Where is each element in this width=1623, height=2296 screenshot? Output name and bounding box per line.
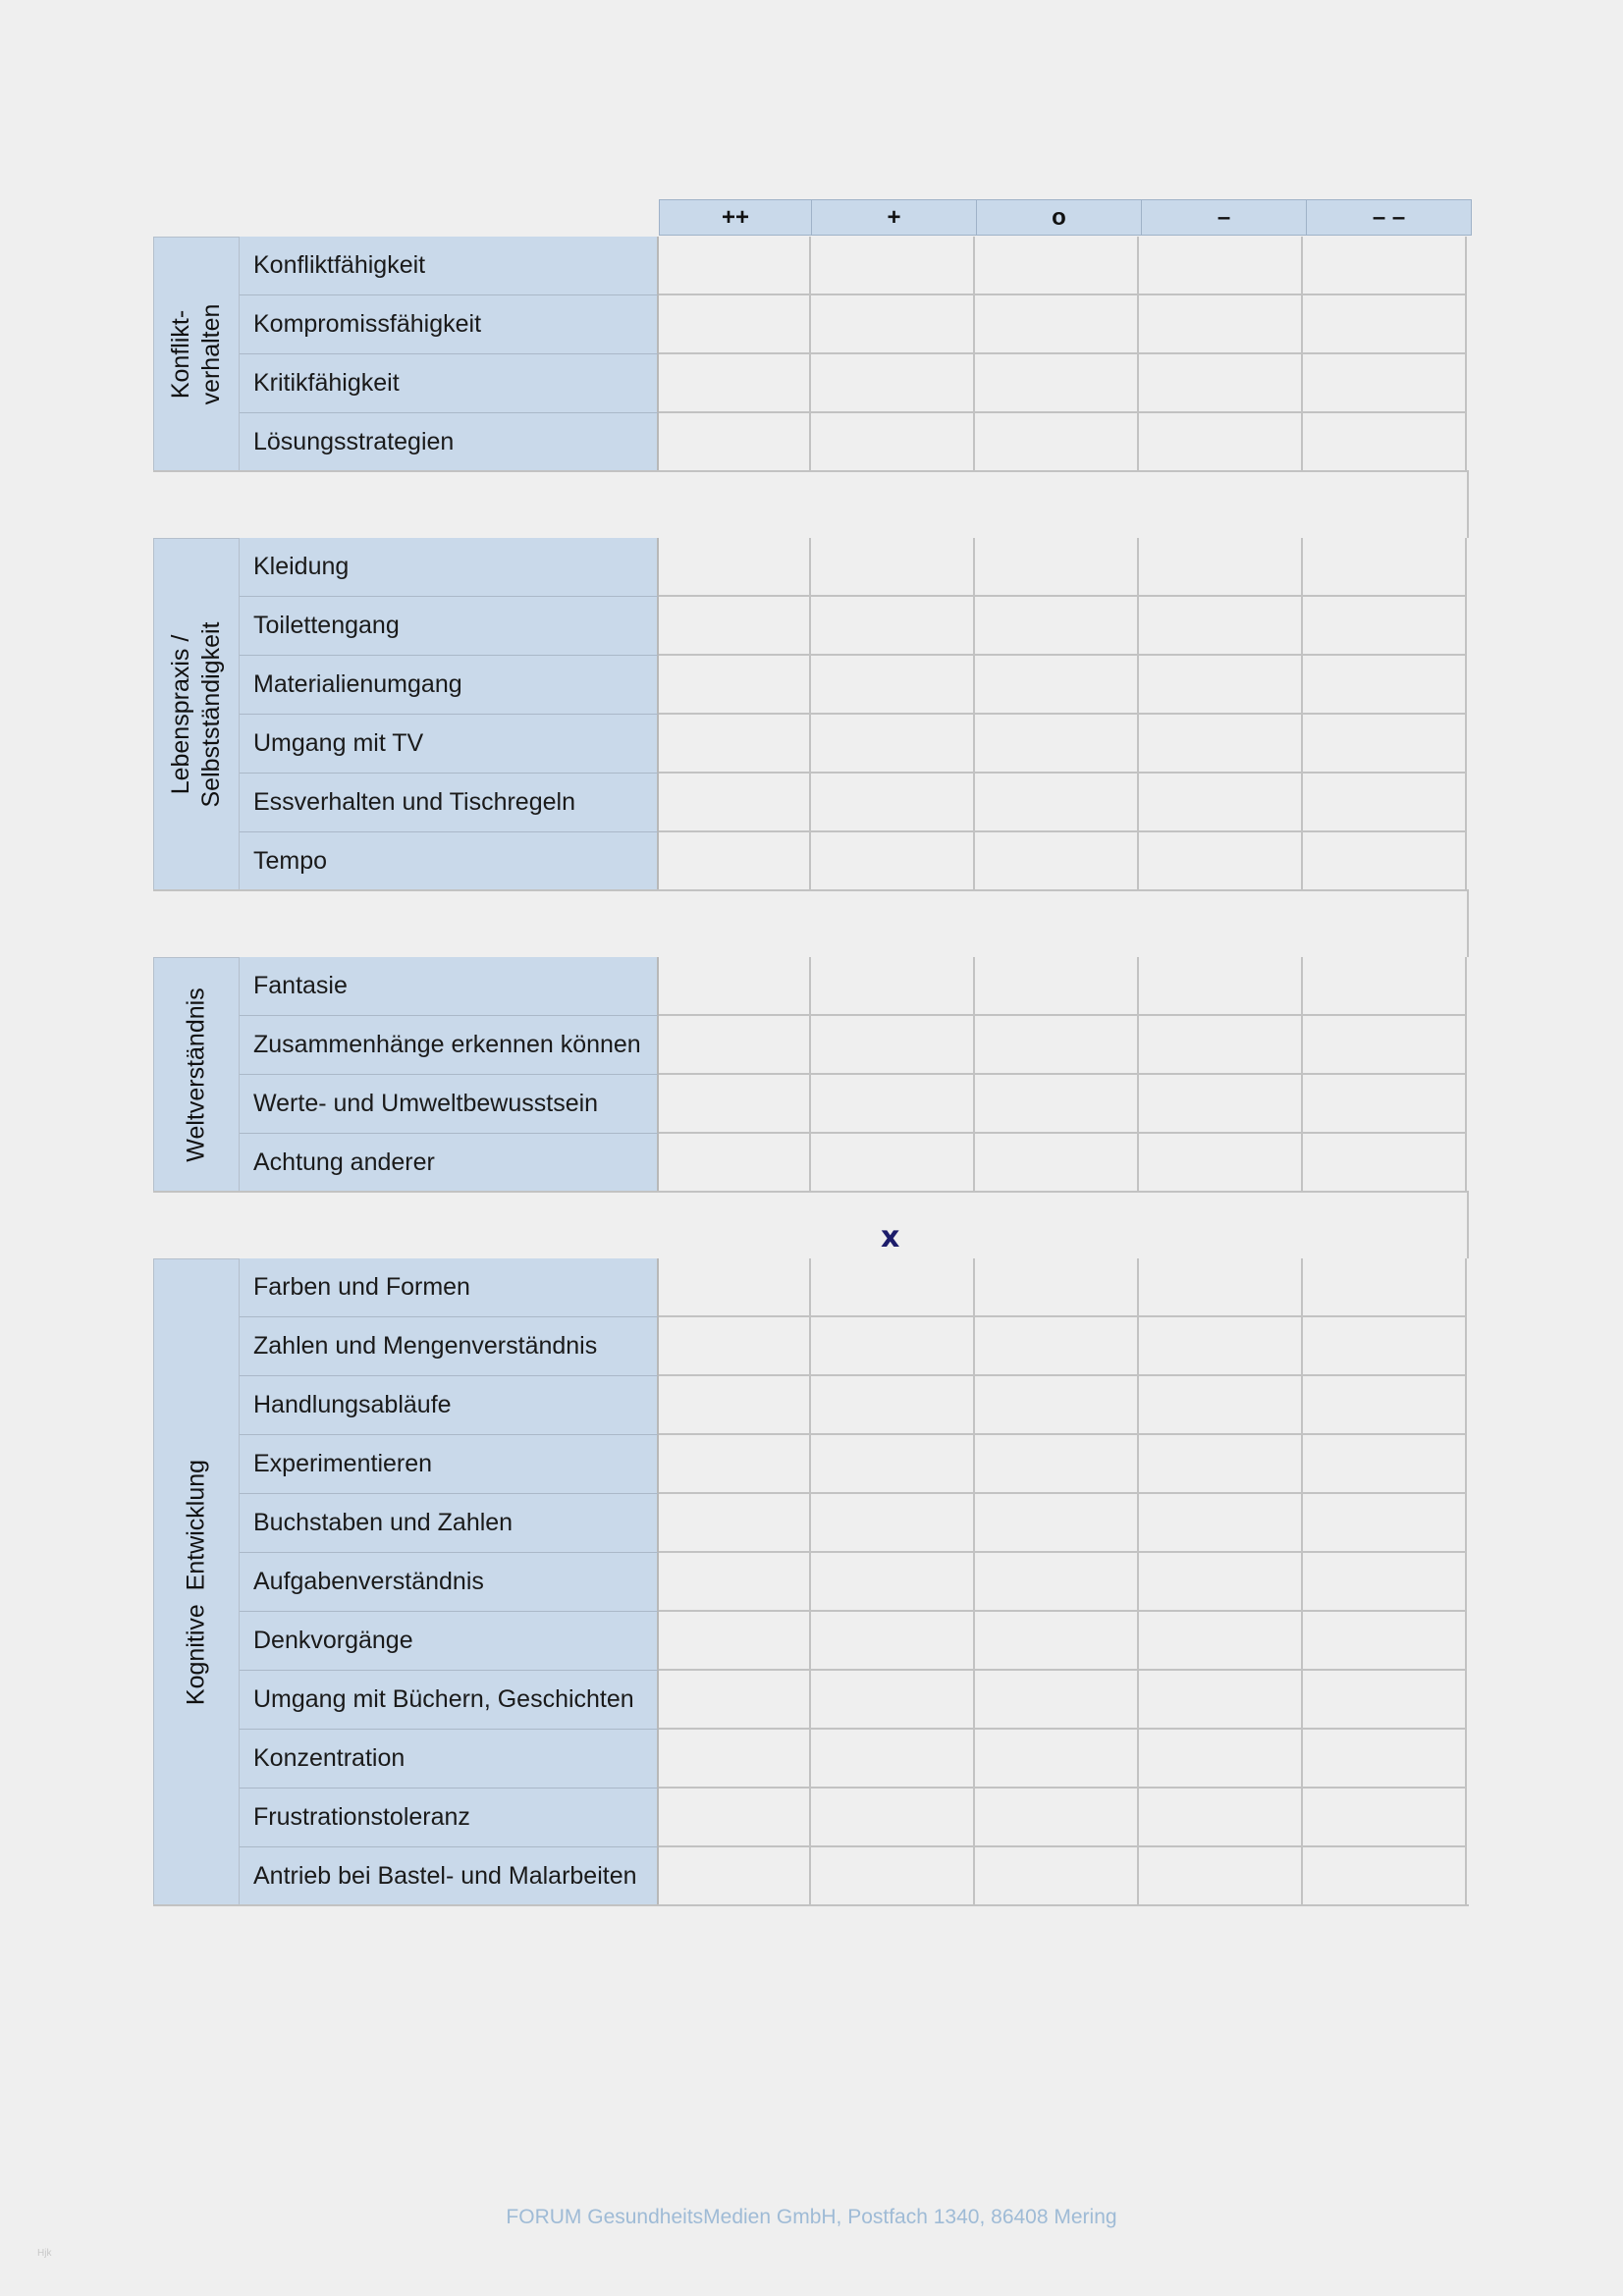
category-header: [153, 538, 240, 891]
check-mark: x: [881, 1220, 900, 1255]
rating-cell[interactable]: [659, 832, 811, 891]
section-4: [153, 1258, 1469, 1906]
rating-cell[interactable]: [975, 1494, 1139, 1553]
rating-cell[interactable]: [975, 1435, 1139, 1494]
rating-cell[interactable]: [811, 832, 975, 891]
rating-cell[interactable]: [975, 957, 1139, 1016]
criterion-label: Zahlen und Mengenverständnis: [240, 1317, 659, 1376]
table-row: [240, 1553, 1467, 1612]
rating-cell[interactable]: [975, 832, 1139, 891]
rating-cell[interactable]: [1303, 1435, 1467, 1494]
table-row: [240, 1075, 1467, 1134]
criterion-label: Essverhalten und Tischregeln: [240, 774, 659, 832]
rating-cell[interactable]: [1139, 1789, 1303, 1847]
rating-cell[interactable]: [1139, 1612, 1303, 1671]
rating-cell[interactable]: [1139, 1317, 1303, 1376]
criterion-label: Handlungsabläufe: [240, 1376, 659, 1435]
table-row: [240, 295, 1467, 354]
rating-cell[interactable]: [659, 1258, 811, 1317]
section-divider: [153, 889, 1469, 891]
rating-cell[interactable]: [811, 538, 975, 597]
rating-cell[interactable]: [1303, 1134, 1467, 1193]
table-row: [240, 1847, 1467, 1906]
rating-cell[interactable]: [1139, 295, 1303, 354]
rating-cell[interactable]: [975, 1075, 1139, 1134]
section-2: [153, 538, 1469, 891]
criterion-label: Aufgabenverständnis: [240, 1553, 659, 1612]
rating-cell[interactable]: [975, 1016, 1139, 1075]
rating-cell[interactable]: [659, 1553, 811, 1612]
table-row: [240, 237, 1467, 295]
rating-cell[interactable]: [975, 1789, 1139, 1847]
scale-poor: –: [1141, 199, 1306, 236]
rating-cell[interactable]: [1303, 1789, 1467, 1847]
rating-cell[interactable]: [659, 413, 811, 472]
table-row: [240, 354, 1467, 413]
rating-cell[interactable]: [811, 237, 975, 295]
rating-cell[interactable]: [1303, 832, 1467, 891]
rating-cell[interactable]: [1303, 1016, 1467, 1075]
section-divider: [153, 1191, 1469, 1193]
criterion-label: Zusammenhänge erkennen können: [240, 1016, 659, 1075]
scale-neutral: o: [976, 199, 1141, 236]
rating-cell[interactable]: [659, 354, 811, 413]
rating-cell[interactable]: [1139, 1671, 1303, 1730]
rating-cell[interactable]: [811, 715, 975, 774]
rating-cell[interactable]: [659, 1789, 811, 1847]
rating-cell[interactable]: [811, 413, 975, 472]
category-label: Konflikt- verhalten: [167, 303, 225, 405]
rating-cell[interactable]: [1303, 1847, 1467, 1906]
publisher-footer: FORUM GesundheitsMedien GmbH, Postfach 1340, 86408 Mering: [506, 2206, 1117, 2228]
rating-cell[interactable]: [659, 597, 811, 656]
table-row: [240, 1730, 1467, 1789]
category-header: [153, 237, 240, 472]
section-divider: [153, 1904, 1469, 1906]
category-label: Weltverständnis: [182, 988, 210, 1162]
rating-cell[interactable]: [1139, 237, 1303, 295]
criterion-label: Konfliktfähigkeit: [240, 237, 659, 295]
rating-cell[interactable]: [975, 656, 1139, 715]
table-row: [240, 957, 1467, 1016]
rating-cell[interactable]: [811, 1553, 975, 1612]
rating-cell[interactable]: [659, 1671, 811, 1730]
table-row: [240, 1317, 1467, 1376]
corner-mark: Hjk: [37, 2248, 52, 2259]
criterion-label: Umgang mit Büchern, Geschichten: [240, 1671, 659, 1730]
rating-cell[interactable]: [659, 538, 811, 597]
rating-cell[interactable]: [975, 715, 1139, 774]
rating-cell[interactable]: [1303, 354, 1467, 413]
rating-cell[interactable]: [811, 1789, 975, 1847]
section-1: [153, 237, 1469, 472]
table-row: [240, 832, 1467, 891]
scale-good: +: [811, 199, 976, 236]
criterion-label: Kritikfähigkeit: [240, 354, 659, 413]
rating-cell[interactable]: [975, 354, 1139, 413]
rating-cell[interactable]: [1139, 832, 1303, 891]
rating-cell[interactable]: [1139, 774, 1303, 832]
rating-cell[interactable]: [1303, 1258, 1467, 1317]
scale-very-poor: – –: [1306, 199, 1472, 236]
rating-cell[interactable]: [1139, 715, 1303, 774]
rating-cell[interactable]: [811, 1134, 975, 1193]
criterion-label: Achtung anderer: [240, 1134, 659, 1193]
criterion-label: Fantasie: [240, 957, 659, 1016]
table-row: [240, 597, 1467, 656]
rating-cell[interactable]: [1139, 1258, 1303, 1317]
rating-cell[interactable]: [659, 1730, 811, 1789]
rating-cell[interactable]: [659, 1134, 811, 1193]
table-row: [240, 774, 1467, 832]
criterion-label: Buchstaben und Zahlen: [240, 1494, 659, 1553]
rating-cell[interactable]: [659, 1494, 811, 1553]
rating-cell[interactable]: [1139, 1847, 1303, 1906]
rating-cell[interactable]: [975, 1671, 1139, 1730]
rating-cell[interactable]: [975, 538, 1139, 597]
rating-cell[interactable]: [1303, 1612, 1467, 1671]
rating-cell[interactable]: [1303, 774, 1467, 832]
criterion-label: Toilettengang: [240, 597, 659, 656]
rating-cell[interactable]: [659, 1847, 811, 1906]
rating-cell[interactable]: [1303, 1671, 1467, 1730]
table-row: [240, 1376, 1467, 1435]
table-row: [240, 538, 1467, 597]
rating-cell[interactable]: [1303, 1376, 1467, 1435]
rating-cell[interactable]: [659, 1435, 811, 1494]
rating-cell[interactable]: [811, 1435, 975, 1494]
criterion-label: Kleidung: [240, 538, 659, 597]
rating-cell[interactable]: [811, 1671, 975, 1730]
rating-cell[interactable]: [811, 656, 975, 715]
rating-cell[interactable]: [659, 1016, 811, 1075]
criterion-label: Frustrationstoleranz: [240, 1789, 659, 1847]
rating-cell[interactable]: [659, 1376, 811, 1435]
rating-cell[interactable]: [1303, 1730, 1467, 1789]
table-row: [240, 1016, 1467, 1075]
rating-cell[interactable]: [811, 354, 975, 413]
rating-cell[interactable]: [1139, 957, 1303, 1016]
rating-cell[interactable]: [811, 1376, 975, 1435]
rating-cell[interactable]: [1303, 597, 1467, 656]
criterion-label: Kompromissfähigkeit: [240, 295, 659, 354]
rating-cell[interactable]: [1139, 1376, 1303, 1435]
rating-cell[interactable]: [1139, 1730, 1303, 1789]
rating-cell[interactable]: [1303, 295, 1467, 354]
rating-cell[interactable]: [1303, 1075, 1467, 1134]
category-header: [153, 1258, 240, 1906]
criterion-label: Denkvorgänge: [240, 1612, 659, 1671]
criterion-label: Werte- und Umweltbewusstsein: [240, 1075, 659, 1134]
rating-cell[interactable]: [811, 774, 975, 832]
table-row: [240, 1258, 1467, 1317]
rating-cell[interactable]: [975, 1134, 1139, 1193]
rating-cell[interactable]: [975, 1612, 1139, 1671]
section-divider: [153, 470, 1469, 472]
criterion-label: Konzentration: [240, 1730, 659, 1789]
rating-cell[interactable]: [811, 1016, 975, 1075]
table-row: [240, 1612, 1467, 1671]
category-label: Kognitive Entwicklung: [182, 1459, 210, 1706]
category-header: [153, 957, 240, 1193]
rating-cell[interactable]: [975, 1553, 1139, 1612]
table-row: [240, 1134, 1467, 1193]
table-row: [240, 1789, 1467, 1847]
rating-scale-header: [659, 199, 1472, 236]
rating-cell[interactable]: [975, 1376, 1139, 1435]
rating-cell[interactable]: [659, 295, 811, 354]
rating-cell[interactable]: [975, 1847, 1139, 1906]
rating-cell[interactable]: [659, 237, 811, 295]
rating-cell[interactable]: [1303, 1317, 1467, 1376]
section-3: [153, 957, 1469, 1193]
criterion-label: Materialienumgang: [240, 656, 659, 715]
rating-cell[interactable]: [975, 1317, 1139, 1376]
rating-cell[interactable]: [1303, 715, 1467, 774]
rating-cell[interactable]: [1303, 1553, 1467, 1612]
table-row: [240, 1671, 1467, 1730]
rating-cell[interactable]: [659, 957, 811, 1016]
rating-cell[interactable]: [1139, 1016, 1303, 1075]
criterion-label: Experimentieren: [240, 1435, 659, 1494]
rating-cell[interactable]: [1303, 237, 1467, 295]
rating-cell[interactable]: [659, 1612, 811, 1671]
rating-cell[interactable]: [1139, 656, 1303, 715]
rating-cell[interactable]: [1303, 538, 1467, 597]
scale-very-good: ++: [659, 199, 811, 236]
table-row: [240, 715, 1467, 774]
rating-cell[interactable]: [659, 715, 811, 774]
rating-cell[interactable]: [975, 597, 1139, 656]
criterion-label: Antrieb bei Bastel- und Malarbeiten: [240, 1847, 659, 1906]
table-right-border: [1467, 1193, 1469, 1258]
rating-cell[interactable]: [975, 774, 1139, 832]
rating-cell[interactable]: [811, 1847, 975, 1906]
rating-cell[interactable]: [1139, 538, 1303, 597]
rating-cell[interactable]: [975, 413, 1139, 472]
rating-cell[interactable]: [659, 774, 811, 832]
rating-cell[interactable]: [1303, 1494, 1467, 1553]
rating-cell[interactable]: [659, 1075, 811, 1134]
table-right-border: [1467, 472, 1469, 538]
table-row: [240, 1435, 1467, 1494]
rating-cell[interactable]: [1139, 413, 1303, 472]
rating-cell[interactable]: [1139, 1435, 1303, 1494]
rating-cell[interactable]: [1139, 354, 1303, 413]
rating-cell[interactable]: [1303, 957, 1467, 1016]
rating-cell[interactable]: [811, 1258, 975, 1317]
criterion-label: Lösungsstrategien: [240, 413, 659, 472]
rating-cell[interactable]: [811, 1075, 975, 1134]
rating-cell[interactable]: [811, 957, 975, 1016]
rating-cell[interactable]: [1139, 1075, 1303, 1134]
rating-cell[interactable]: [811, 1494, 975, 1553]
table-row: [240, 413, 1467, 472]
rating-cell[interactable]: [975, 1730, 1139, 1789]
rating-cell[interactable]: [1139, 1134, 1303, 1193]
rating-cell[interactable]: [811, 597, 975, 656]
criterion-label: Tempo: [240, 832, 659, 891]
rating-cell[interactable]: [1139, 1494, 1303, 1553]
table-row: [240, 1494, 1467, 1553]
rating-cell[interactable]: [811, 295, 975, 354]
criterion-label: Farben und Formen: [240, 1258, 659, 1317]
rating-cell[interactable]: [975, 295, 1139, 354]
rating-cell[interactable]: [811, 1317, 975, 1376]
rating-cell[interactable]: [1303, 413, 1467, 472]
rating-cell[interactable]: [1139, 1553, 1303, 1612]
rating-cell[interactable]: [975, 237, 1139, 295]
rating-cell[interactable]: [975, 1258, 1139, 1317]
criterion-label: Umgang mit TV: [240, 715, 659, 774]
rating-cell[interactable]: [659, 656, 811, 715]
rating-cell[interactable]: [1303, 656, 1467, 715]
rating-cell[interactable]: [811, 1730, 975, 1789]
rating-cell[interactable]: [659, 1317, 811, 1376]
rating-cell[interactable]: [1139, 597, 1303, 656]
category-label: Lebenspraxis / Selbstständigkeit: [167, 621, 225, 808]
rating-cell[interactable]: [811, 1612, 975, 1671]
table-row: [240, 656, 1467, 715]
table-right-border: [1467, 891, 1469, 957]
